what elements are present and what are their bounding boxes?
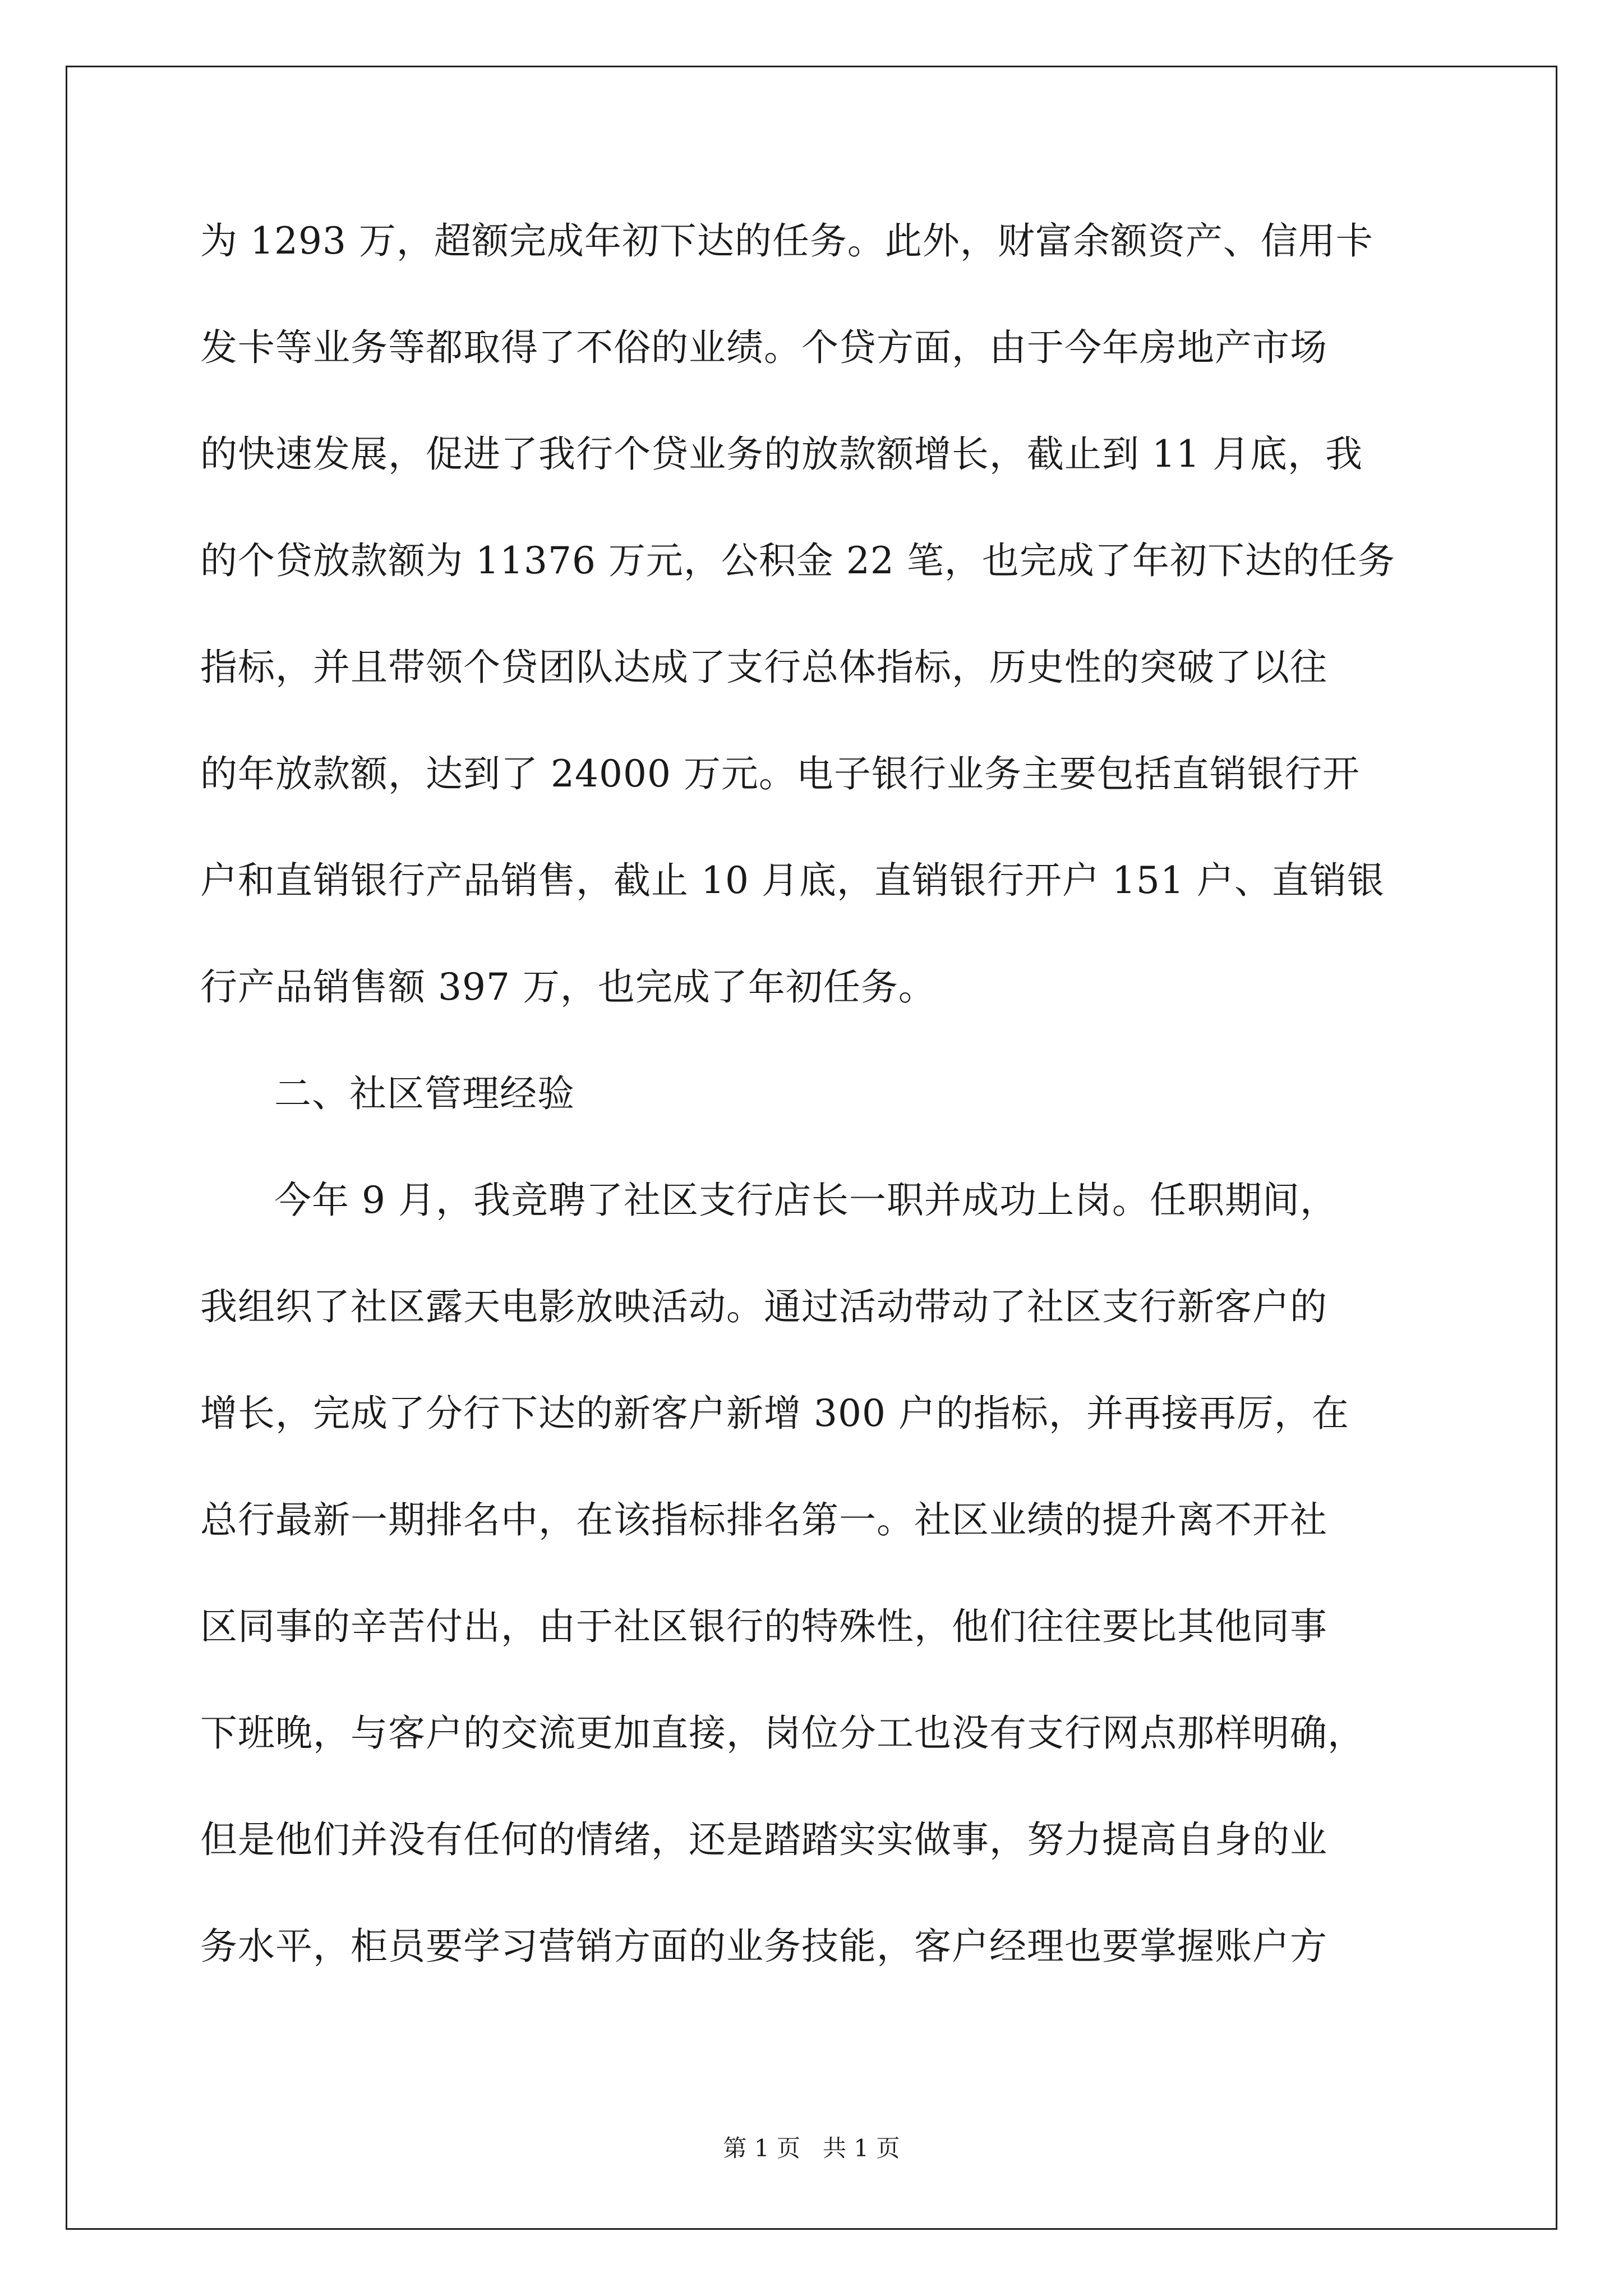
page-number-footer: 第 1 页 共 1 页 xyxy=(723,2134,900,2162)
text-line: 的个贷放款额为 11376 万元，公积金 22 笔，也完成了年初下达的任务 xyxy=(200,539,1395,582)
section-heading: 二、社区管理经验 xyxy=(274,1072,575,1115)
text-line: 区同事的辛苦付出，由于社区银行的特殊性，他们往往要比其他同事 xyxy=(200,1605,1327,1648)
text-line: 今年 9 月，我竞聘了社区支行店长一职并成功上岗。任职期间， xyxy=(274,1179,1338,1222)
text-line: 的快速发展，促进了我行个贷业务的放款额增长，截止到 11 月底，我 xyxy=(200,432,1363,476)
text-line: 但是他们并没有任何的情绪，还是踏踏实实做事，努力提高自身的业 xyxy=(200,1818,1327,1861)
document-body xyxy=(200,213,1428,2025)
text-line: 务水平，柜员要学习营销方面的业务技能，客户经理也要掌握账户方 xyxy=(200,1925,1327,1968)
text-line: 下班晚，与客户的交流更加直接，岗位分工也没有支行网点那样明确， xyxy=(200,1711,1365,1755)
text-line: 行产品销售额 397 万，也完成了年初任务。 xyxy=(200,965,936,1009)
text-line: 发卡等业务等都取得了不俗的业绩。个贷方面，由于今年房地产市场 xyxy=(200,326,1327,369)
text-line: 户和直销银行产品销售，截止 10 月底，直销银行开户 151 户、直销银 xyxy=(200,859,1385,902)
text-line: 为 1293 万，超额完成年初下达的任务。此外，财富余额资产、信用卡 xyxy=(200,219,1373,263)
text-line: 指标，并且带领个贷团队达成了支行总体指标，历史性的突破了以往 xyxy=(200,646,1327,689)
text-line: 的年放款额，达到了 24000 万元。电子银行业务主要包括直销银行开 xyxy=(200,752,1360,795)
text-line: 总行最新一期排名中，在该指标排名第一。社区业绩的提升离不开社 xyxy=(200,1498,1327,1542)
text-line: 增长，完成了分行下达的新客户新增 300 户的指标，并再接再厉，在 xyxy=(200,1392,1349,1435)
text-line: 我组织了社区露天电影放映活动。通过活动带动了社区支行新客户的 xyxy=(200,1285,1327,1328)
